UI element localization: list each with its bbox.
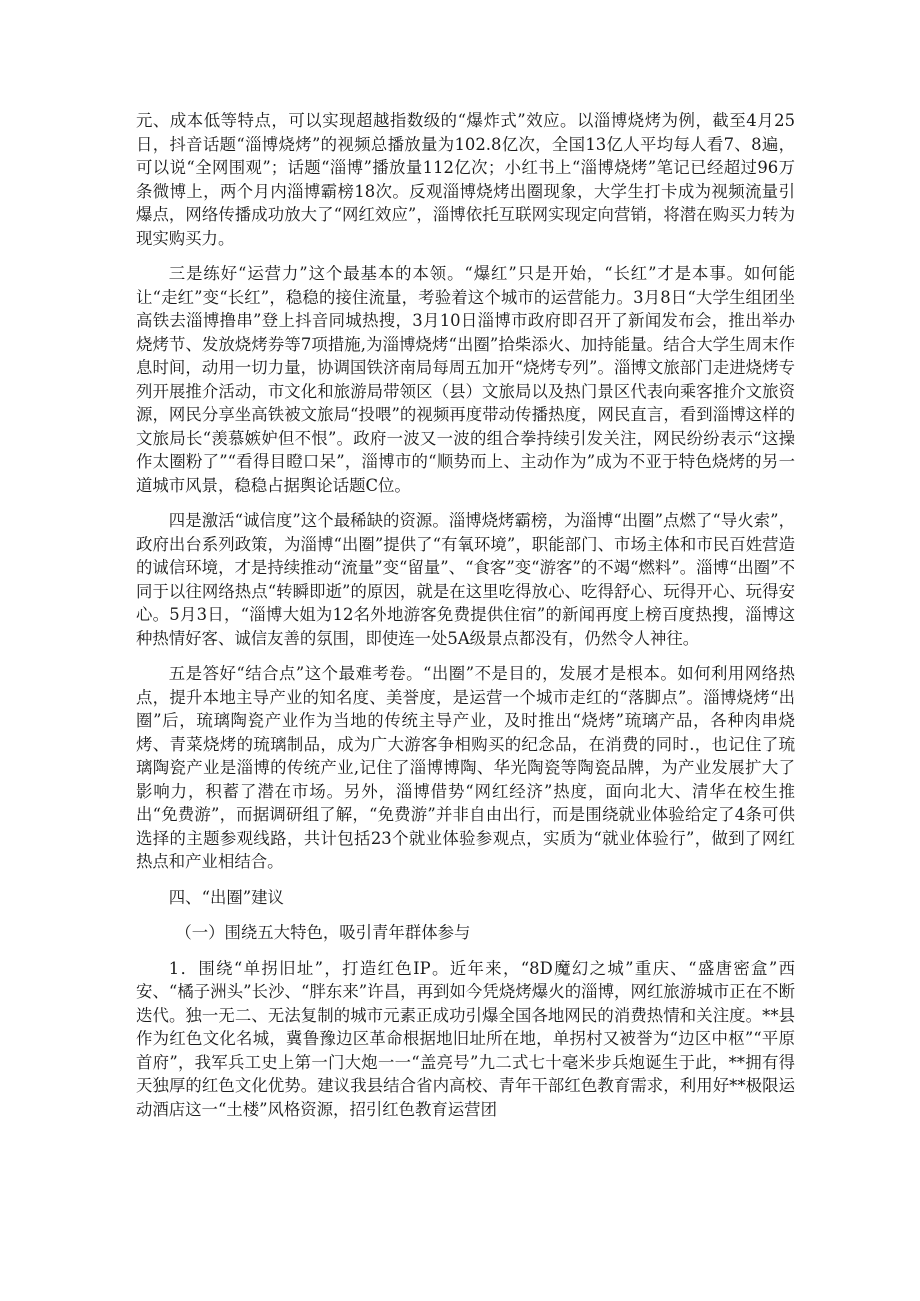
paragraph-integration-point: 五是答好“结合点”这个最难考卷。“出圈”不是目的，发展才是根本。如何利用网络热点，提升本地主导产业的知名度、美誉度，是运营一个城市走红的“落脚点”。淄博烧烤“出圈”后，琉璃陶瓷产业作为当地的传统主导产业，及时推出“烧烤”琉璃产品，各种肉串烧烤、青菜烧烤的琉璃制品，成为广大游客争相购买的纪念品，在消费的同时.，也记住了琉璃陶瓷产业是淄博的传统产业,记住了淄博博陶、华光陶瓷等陶瓷品牌，为产业发展扩大了影响力，积蓄了潜在市场。另外，淄博借势“网红经济”热度，面向北大、清华在校生推出“免费游”，而据调研组了解，“免费游”并非自由出行，而是围绕就业体验给定了4条可供选择的主题参观线路，共计包括23个就业体验参观点，实质为“就业体验行”，做到了网红热点和产业相结合。 (136, 664, 795, 871)
paragraph-item-one: 1．围绕“单拐旧址”，打造红色IP。近年来，“8D魔幻之城”重庆、“盛唐密盒”西安、“橘子洲头”长沙、“胖东来”许昌，再到如今凭烧烤爆火的淄博，网红旅游城市正在不断迭代。独一无二、无法复制的城市元素正成功引爆全国各地网民的消费热情和关注度。**县作为红色文化名城，冀鲁豫边区革命根据地旧址所在地，单拐村又被誉为“边区中枢”“平原首府”，我军兵工史上第一门大炮一一“盖亮号”九二式七十毫米步兵炮诞生于此，**拥有得天独厚的红色文化优势。建议我县结合省内高校、青年干部红色教育需求，利用好**极限运动酒店这一“土楼”风格资源，招引红色教育运营团 (136, 958, 795, 1119)
subsection-heading: （一）围绕五大特色，吸引青年群体参与 (175, 923, 471, 942)
section-heading: 四、“出圈”建议 (168, 887, 284, 907)
document-body (136, 109, 795, 1133)
paragraph-intro-continuation: 元、成本低等特点，可以实现超越指数级的“爆炸式”效应。以淄博烧烤为例，截至4月25日，抖音话题“淄博烧烤”的视频总播放量为102.8亿次，全国13亿人平均每人看7、8遍，可以说“全网围观”；话题“淄博”播放量112亿次；小红书上“淄博烧烤”笔记已经超过96万条微博上，两个月内淄博霸榜18次。反观淄博烧烤出圈现象，大学生打卡成为视频流量引爆点，网络传播成功放大了“网红效应”，淄博依托互联网实现定向营销，将潜在购买力转为现实购买力。 (136, 111, 795, 248)
paragraph-credibility: 四是激活“诚信度”这个最稀缺的资源。淄博烧烤霸榜，为淄博“出圈”点燃了“导火索”，政府出台系列政策，为淄博“出圈”提供了“有氧环境”，职能部门、市场主体和市民百姓营造的诚信环境，才是持续推动“流量”变“留量”、“食客”变“游客”的不竭“燃料”。淄博“出圈”不同于以往网络热点“转瞬即逝”的原因，就是在这里吃得放心、吃得舒心、玩得开心、玩得安心。5月3日，“淄博大姐为12名外地游客免费提供住宿”的新闻再度上榜百度热搜，淄博这种热情好客、诚信友善的氛围，即使连一处5A级景点都没有，仍然令人神往。 (136, 511, 795, 648)
paragraph-operation-ability: 三是练好“运营力”这个最基本的本领。“爆红”只是开始，“长红”才是本事。如何能让“走红”变“长红”，稳稳的接住流量，考验着这个城市的运营能力。3月8日“大学生组团坐高铁去淄博撸串”登上抖音同城热搜，3月10日淄博市政府即召开了新闻发布会，推出举办烧烤节、发放烧烤券等7项措施,为淄博烧烤“出圈”拾柴添火、加持能量。结合大学生周末作息时间，动用一切力量，协调国铁济南局每周五加开“烧烤专列”。淄博文旅部门走进烧烤专列开展推介活动，市文化和旅游局带领区（县）文旅局以及热门景区代表向乘客推介文旅资源，网民分享坐高铁被文旅局“投喂”的视频再度带动传播热度，网民直言，看到淄博这样的文旅局长“羡慕嫉妒但不恨”。政府一波又一波的组合拳持续引发关注，网民纷纷表示“这操作太圈粉了”“看得目瞪口呆”，淄博市的“顺势而上、主动作为”成为不亚于特色烧烤的另一道城市风景，稳稳占据舆论话题C位。 (136, 264, 795, 495)
